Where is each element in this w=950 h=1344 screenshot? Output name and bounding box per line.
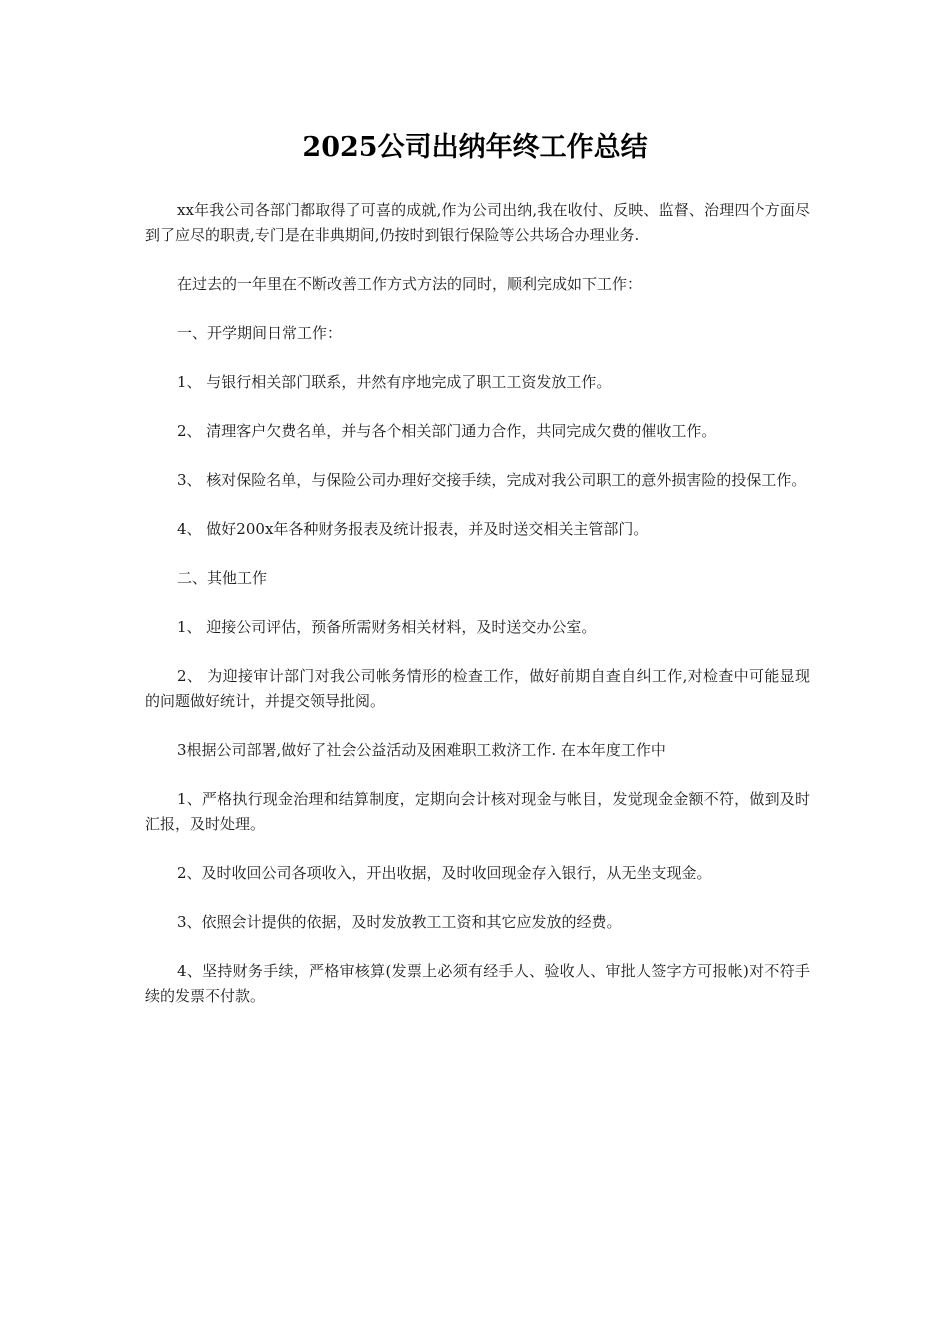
list-item: 2、 为迎接审计部门对我公司帐务情形的检查工作，做好前期自查自纠工作,对检查中可能显现的问题做好统计，并提交领导批阅。: [145, 667, 810, 710]
list-item: 2、 清理客户欠费名单，并与各个相关部门通力合作，共同完成欠费的催收工作。: [177, 422, 717, 440]
document-body: [145, 198, 810, 1033]
list-item: 3根据公司部署,做好了社会公益活动及困难职工救济工作. 在本年度工作中: [177, 741, 666, 759]
document-title: 2025公司出纳年终工作总结: [302, 132, 648, 163]
list-item: 2、及时收回公司各项收入，开出收据，及时收回现金存入银行，从无坐支现金。: [177, 864, 712, 882]
list-item: 4、坚持财务手续，严格审核算(发票上必须有经手人、验收人、审批人签字方可报帐)对不符手续的发票不付款。: [145, 962, 810, 1005]
list-item: 3、 核对保险名单，与保险公司办理好交接手续，完成对我公司职工的意外损害险的投保工作。: [177, 471, 807, 489]
list-item: 1、 与银行相关部门联系，井然有序地完成了职工工资发放工作。: [177, 373, 612, 391]
section-heading-daily-work: 一、开学期间日常工作：: [177, 324, 343, 342]
section-heading-other-work: 二、其他工作: [177, 569, 268, 587]
list-item: 1、严格执行现金治理和结算制度，定期向会计核对现金与帐目，发觉现金金额不符，做到及时汇报，及时处理。: [145, 790, 810, 833]
paragraph-intro: xx年我公司各部门都取得了可喜的成就,作为公司出纳,我在收付、反映、监督、治理四个方面尽到了应尽的职责,专门是在非典期间,仍按时到银行保险等公共场合办理业务.: [145, 201, 810, 244]
list-item: 4、 做好200x年各种财务报表及统计报表，并及时送交相关主管部门。: [177, 520, 649, 538]
list-item: 1、 迎接公司评估，预备所需财务相关材料，及时送交办公室。: [177, 618, 597, 636]
paragraph-overview: 在过去的一年里在不断改善工作方式方法的同时，顺利完成如下工作：: [177, 275, 643, 293]
list-item: 3、依照会计提供的依据，及时发放教工工资和其它应发放的经费。: [177, 913, 622, 931]
